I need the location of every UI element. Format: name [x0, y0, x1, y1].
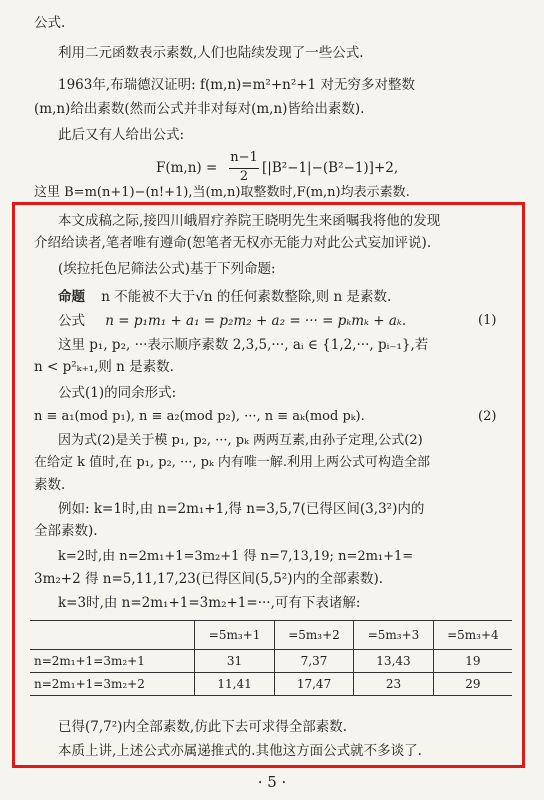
- equation-number: (1): [478, 313, 497, 328]
- text-line: k=2时,由 n=2m₁+1=3m₂+1 得 n=7,13,19; n=2m₁+1=: [58, 549, 414, 564]
- formula-left: F(m,n) =: [156, 160, 218, 176]
- text-line: 素数.: [34, 477, 66, 493]
- text-line: 这里 B=m(n+1)−(n!+1),当(m,n)取整数时,F(m,n)均表示素数.: [34, 185, 410, 200]
- table-cell: 7,37: [274, 650, 353, 673]
- text-line: 本文成稿之际,接四川峨眉疗养院王晓明先生来函嘱我将他的发现: [58, 213, 441, 229]
- text-line: 这里 p₁, p₂, ···表示顺序素数 2,3,5,···, aᵢ ∈ {1,2,···, pᵢ₋₁},若: [58, 337, 429, 353]
- table-cell: n=2m₁+1=3m₂+1: [30, 650, 195, 673]
- table-header-cell: [30, 621, 195, 650]
- solutions-table: [30, 620, 512, 696]
- table-header-row: [30, 621, 512, 650]
- formula-1: n = p₁m₁ + a₁ = p₂m₂ + a₂ = ··· = pₖmₖ + aₖ.: [105, 313, 407, 329]
- table-row: [30, 673, 512, 696]
- page-number: · 5 ·: [257, 773, 287, 791]
- table-header-cell: =5m₃+3: [354, 621, 433, 650]
- formula-1-line: [58, 312, 406, 330]
- text-line: 在给定 k 值时,在 p₁, p₂, ···, pₖ 内有唯一解.利用上两公式可构造全部: [34, 455, 430, 470]
- text-line: (m,n)给出素数(然而公式并非对每对(m,n)皆给出素数).: [34, 101, 365, 117]
- text-line: 因为式(2)是关于模 p₁, p₂, ···, pₖ 两两互素,由孙子定理,公式(2): [58, 433, 423, 448]
- table-header-cell: =5m₃+2: [274, 621, 353, 650]
- table-row: [30, 650, 512, 673]
- formula-right: [|B²−1|−(B²−1)]+2,: [262, 160, 399, 176]
- text-line: 利用二元函数表示素数,人们也陆续发现了一些公式.: [58, 45, 364, 61]
- table-cell: 17,47: [274, 673, 353, 696]
- equation-number: (2): [478, 409, 497, 424]
- text-line: 3m₂+2 得 n=5,11,17,23(已得区间(5,5²)内的全部素数).: [34, 571, 384, 587]
- proposition-text: n 不能被不大于√n 的任何素数整除,则 n 是素数.: [101, 289, 392, 305]
- text-line: 1963年,布瑞德汉证明: f(m,n)=m²+n²+1 对无穷多对整数: [58, 77, 415, 93]
- table-cell: 29: [433, 673, 512, 696]
- table-header-cell: =5m₃+1: [195, 621, 274, 650]
- text-line: 此后又有人给出公式:: [58, 127, 185, 143]
- formula-2: n ≡ a₁(mod p₁), n ≡ a₂(mod p₂), ···, n ≡ aₖ(mod pₖ).: [34, 409, 365, 424]
- table-cell: 19: [433, 650, 512, 673]
- fraction-numerator: n−1: [230, 150, 258, 165]
- text-line: (埃拉托色尼筛法公式)基于下列命题:: [58, 261, 276, 277]
- formula-label: 公式: [58, 313, 85, 329]
- table-cell: n=2m₁+1=3m₂+2: [30, 673, 195, 696]
- text-line: 介绍给读者,笔者唯有遵命(恕笔者无权亦无能力对此公式妄加评说).: [34, 235, 432, 251]
- fraction-denominator: 2: [239, 169, 249, 184]
- text-line: 全部素数).: [34, 523, 98, 539]
- text-line: 例如: k=1时,由 n=2m₁+1,得 n=3,5,7(已得区间(3,3²)内的: [58, 501, 425, 517]
- table-cell: 23: [354, 673, 433, 696]
- table-header-cell: =5m₃+4: [433, 621, 512, 650]
- table-cell: 31: [195, 650, 274, 673]
- text-line: n < p²ₖ₊₁,则 n 是素数.: [34, 359, 174, 375]
- text-line: 已得(7,7²)内全部素数,仿此下去可求得全部素数.: [58, 719, 347, 735]
- text-line: 公式.: [34, 15, 66, 31]
- text-line: k=3时,由 n=2m₁+1=3m₂+1=···,可有下表诸解:: [58, 595, 361, 611]
- table-cell: 13,43: [354, 650, 433, 673]
- text-line: 公式(1)的同余形式:: [58, 385, 177, 401]
- text-line: 本质上讲,上述公式亦属递推式的.其他这方面公式就不多谈了.: [58, 743, 422, 759]
- table-cell: 11,41: [195, 673, 274, 696]
- proposition: [58, 288, 391, 306]
- proposition-label: 命题: [58, 289, 85, 305]
